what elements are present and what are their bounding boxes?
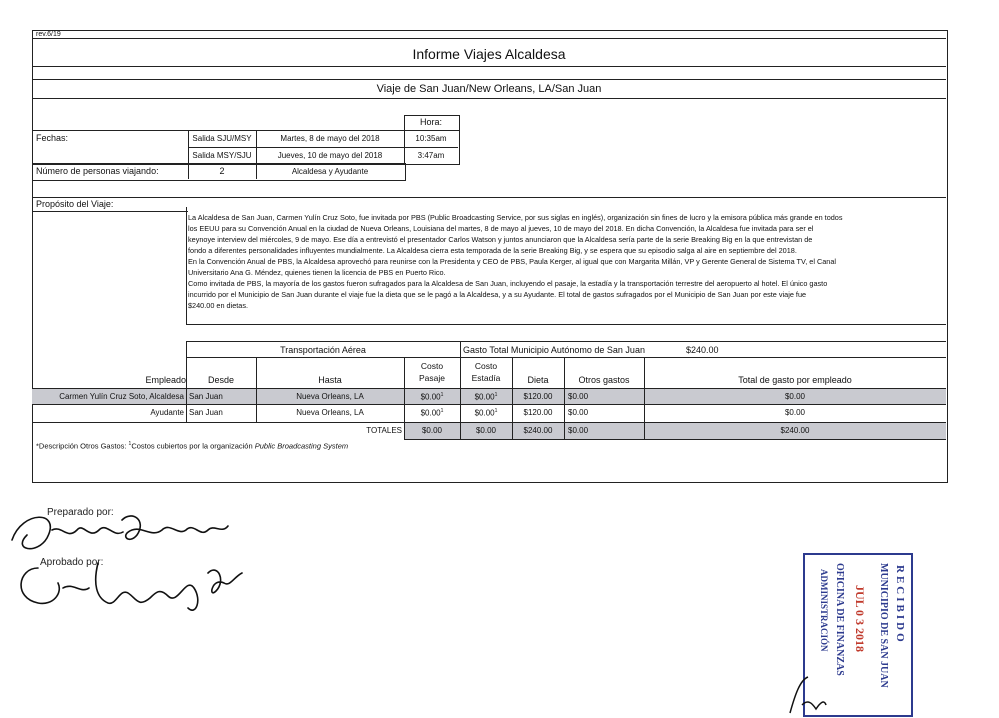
divider	[186, 357, 946, 358]
divider	[32, 38, 946, 39]
personas-desc: Alcaldesa y Ayudante	[291, 167, 369, 176]
totals-pasaje: $0.00	[421, 426, 443, 435]
row-total: $0.00	[784, 392, 806, 401]
divider	[32, 79, 946, 80]
aprobado-label: Aprobado por:	[40, 557, 104, 568]
divider	[32, 404, 946, 405]
divider	[32, 98, 946, 99]
row-estadia: $0.00$^1$	[474, 392, 498, 402]
personas-count: 2	[219, 166, 225, 176]
divider	[186, 324, 946, 325]
received-stamp: RECIBIDO MUNICIPIO DE SAN JUAN JUL 0 3 2018 OFICINA DE FINANZAS ADMINISTRACIÓN	[803, 553, 913, 717]
personas-label: Número de personas viajando:	[36, 166, 159, 176]
totals-total: $240.00	[780, 426, 810, 435]
divider	[188, 147, 458, 148]
totals-label: TOTALES	[366, 426, 402, 435]
gasto-total-value: $240.00	[686, 345, 719, 355]
divider	[32, 388, 946, 389]
row-dieta: $120.00	[523, 392, 553, 401]
trip-leg: Salida MSY/SJU	[192, 151, 252, 160]
revision-label: rev.6/19	[36, 31, 61, 38]
row-empleado: Ayudante	[150, 408, 184, 417]
row-pasaje: $0.00$^1$	[420, 392, 444, 402]
proposito-text: La Alcaldesa de San Juan, Carmen Yulín Cruz Soto, fue invitada por PBS (Public Broadcasting Service, por sus siglas en inglés), organización sin fines de lucro y la emisora pública más grande en todos los EEUU para su Convención Anual en la ciudad de Nueva Orleans, Louisiana del martes, 8 de mayo al jueves, 10 de mayo del 2018. En dicha Convención, la Alcaldesa fue invitada para ser el keynoye interview del miércoles, 9 de mayo. Ese día a entrevistó el presentador Carlos Watson y juntos anunciaron que la Alcaldesa sería parte de la serie Breaking Big en la que entrevistan de fondo a diferentes personalidades influyentes mundialmente. La Alcaldesa cierra esta temporada de la serie Breaking Big, y se espera que su episodio salga al aire en septiembre del 2018. En la Convención Anual de PBS, la Alcaldesa aprovechó para reunirse con la Presidenta y CEO de PBS, Paula Kerger, al igual que con Margarita Millán, VP y Gerente General de Sistema TV, el Canal Universitario Ana G. Méndez, quienes tienen la licencia de PBS en Puerto Rico. Como invitada de PBS, la mayoría de los gastos fueron sufragados para la Alcaldesa de San Juan, incluyendo el pasaje, la estadía y la transportación terrestre del aeropuerto al hotel. El único gasto incurrido por el Municipio de San Juan durante el viaje fue la dieta que se le pagó a la Alcaldesa, y a su Ayudante. El total de gastos sufragados por el Municipio de San Juan por este viaje fue $240.00 en dietas.	[188, 213, 843, 310]
row-total: $0.00	[784, 408, 806, 417]
fechas-label: Fechas:	[36, 133, 69, 143]
row-hasta: Nueva Orleans, LA	[296, 408, 364, 417]
gasto-total-label: Gasto Total Municipio Autónomo de San Juan	[463, 345, 645, 355]
divider	[460, 341, 461, 439]
divider	[186, 207, 187, 324]
row-empleado: Carmen Yulín Cruz Soto, Alcaldesa	[59, 392, 184, 401]
page-title: Informe Viajes Alcaldesa	[412, 46, 566, 62]
trip-date: Martes, 8 de mayo del 2018	[280, 134, 380, 143]
row-otros: $0.00	[568, 392, 589, 401]
col-costo-pasaje: Costo Pasaje	[419, 361, 445, 383]
col-dieta: Dieta	[527, 375, 549, 385]
col-desde: Desde	[207, 375, 234, 385]
col-costo-estadia: Costo Estadía	[471, 361, 501, 383]
totals-estadia: $0.00	[475, 426, 497, 435]
initials-mark	[780, 675, 830, 715]
row-desde: San Juan	[189, 408, 223, 417]
totals-dieta: $240.00	[523, 426, 553, 435]
trip-subtitle: Viaje de San Juan/New Orleans, LA/San Juan	[376, 83, 602, 95]
preparado-label: Preparado por:	[47, 507, 114, 518]
proposito-label: Propósito del Viaje:	[36, 199, 114, 209]
hora-label: Hora:	[419, 117, 442, 127]
aprobado-signature	[8, 548, 258, 618]
divider	[32, 211, 188, 212]
transport-header: Transportación Aérea	[280, 345, 366, 355]
trip-leg: Salida SJU/MSY	[192, 134, 252, 143]
divider	[404, 439, 946, 440]
divider	[32, 197, 946, 198]
divider	[564, 357, 565, 439]
divider	[186, 341, 946, 342]
trip-date: Jueves, 10 de mayo del 2018	[277, 151, 383, 160]
row-otros: $0.00	[568, 408, 589, 417]
col-empleado: Empleado	[145, 375, 186, 385]
divider	[32, 66, 946, 67]
row-estadia: $0.00$^1$	[474, 408, 498, 418]
divider	[32, 422, 946, 423]
row-pasaje: $0.00$^1$	[420, 408, 444, 418]
col-total: Total de gasto por empleado	[738, 375, 852, 385]
col-hasta: Hasta	[318, 375, 342, 385]
row-dieta: $120.00	[523, 408, 553, 417]
trip-time: 3:47am	[417, 151, 445, 160]
row-hasta: Nueva Orleans, LA	[296, 392, 364, 401]
row-desde: San Juan	[189, 392, 223, 401]
trip-time: 10:35am	[415, 134, 447, 143]
col-otros: Otros gastos	[578, 375, 630, 385]
totals-otros: $0.00	[568, 426, 589, 435]
footnote: *Descripción Otros Gastos: $^1$Costos cubiertos por la organización Public Broadcasting System	[36, 441, 349, 451]
